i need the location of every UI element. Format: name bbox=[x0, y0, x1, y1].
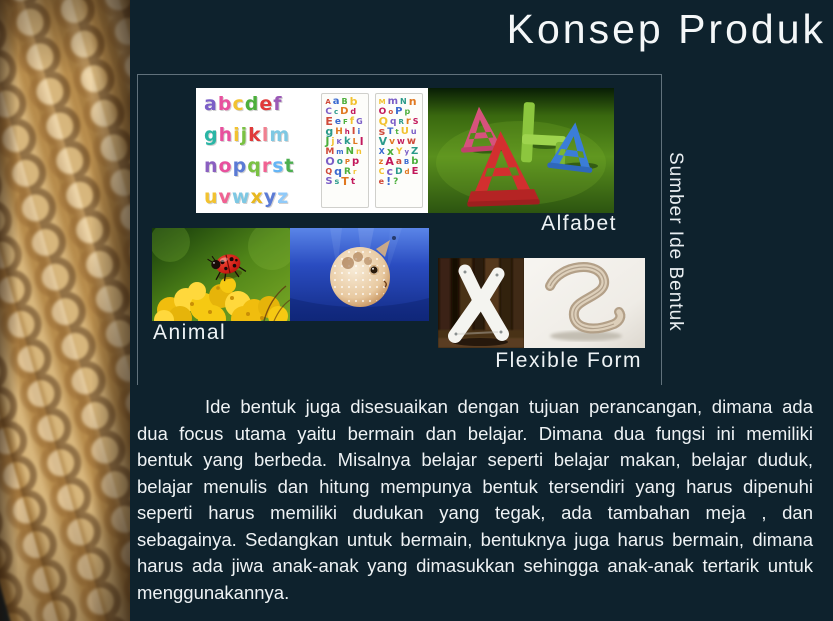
alphabet-poster-image bbox=[196, 88, 428, 213]
alfabet-label: Alfabet bbox=[541, 212, 617, 235]
bubble-letter-row: n o p q r s t bbox=[204, 155, 294, 177]
ladybug-image bbox=[152, 228, 290, 321]
pufferfish-image bbox=[290, 228, 429, 321]
sticker-sheet: M m N n O o P p Q q R r S s T t U u V v W w X x Y y Z z A a B b C c D d E e ! ? bbox=[375, 93, 423, 208]
curved-form-image bbox=[524, 258, 645, 348]
letter-chairs-image bbox=[428, 88, 614, 213]
x-chair-image bbox=[438, 258, 524, 348]
bubble-letter-row: a b c d e f bbox=[204, 93, 282, 115]
bubble-letter-row: u v w x y z bbox=[204, 186, 289, 208]
bubble-letter-row: g h i j k l m bbox=[204, 124, 290, 146]
sticker-sheet: A a B b C c D d E e F f G g H h I i J j K k L l M m N n O o P p Q q R r S s T t bbox=[321, 93, 369, 208]
animal-label: Animal bbox=[153, 321, 227, 344]
side-caption: Sumber Ide Bentuk bbox=[665, 152, 686, 332]
sticker-sheets bbox=[316, 88, 428, 213]
flexible-form-label: Flexible Form bbox=[495, 349, 642, 372]
bubble-letters bbox=[196, 88, 316, 213]
body-paragraph: Ide bentuk juga disesuaikan dengan tujuan perancangan, dimana ada dua focus utama yaitu bermain dan belajar. Dimana dua fungsi ini memiliki bentuk yang berbeda. Misalnya belajar seperti belajar makan, belajar duduk, belajar menulis dan hitung mempunya bentuk tersendiri yang harus dipenuhi seperti harus memiliki dudukan yang tegak, ada tambahan meja , dan sebagainya. Sedangkan untuk bermain, bentuknya juga harus bermain, dimana harus ada jiwa anak-anak yang dimasukkan sehingga anak-anak tertarik untuk menggunakannya. bbox=[137, 396, 813, 603]
page-title: Konsep Produk bbox=[506, 6, 826, 52]
basket-weave-pattern bbox=[0, 0, 130, 621]
basket-texture-image bbox=[0, 0, 130, 621]
